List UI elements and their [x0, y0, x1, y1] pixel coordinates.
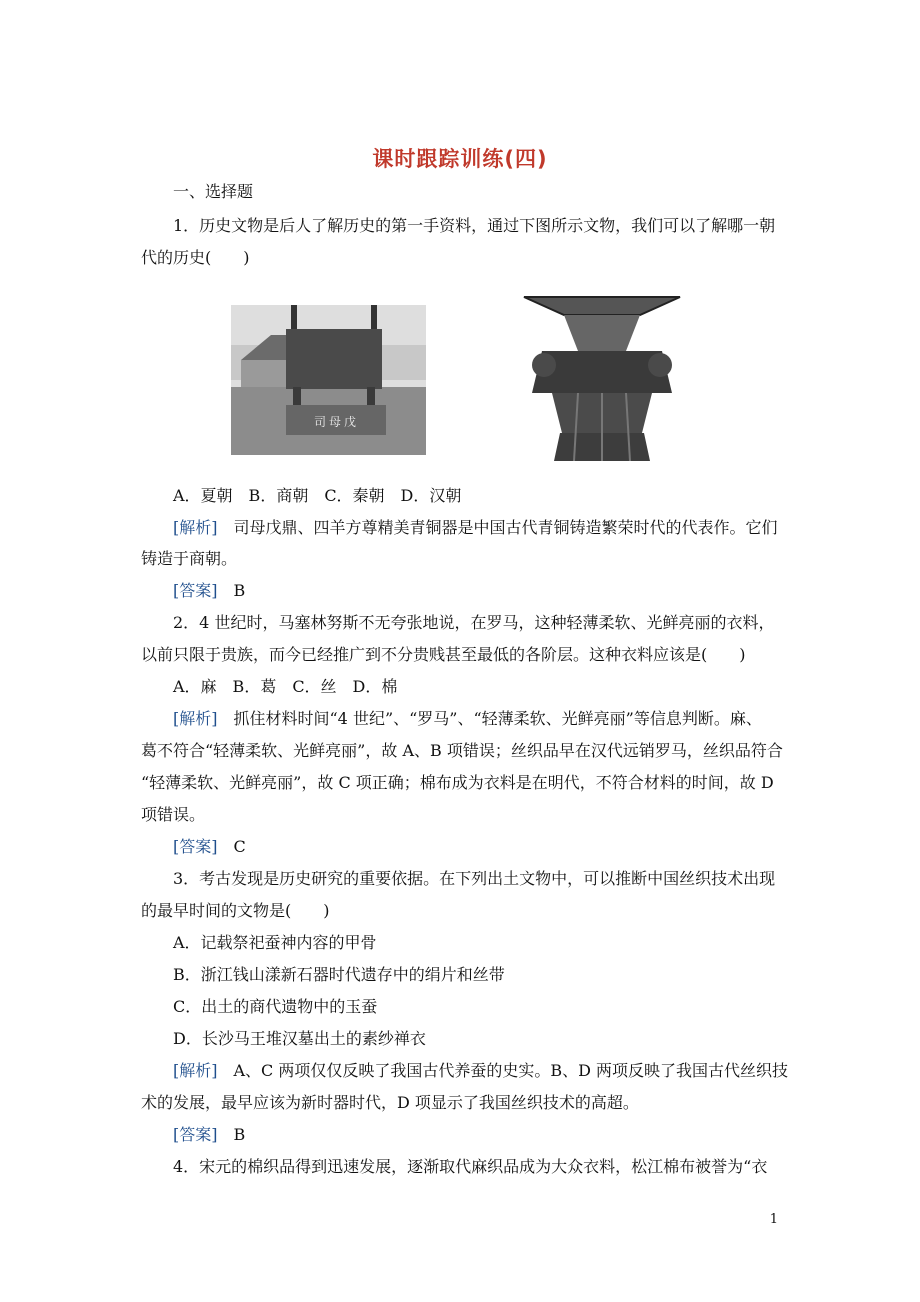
q2-answer: [答案] C [173, 837, 246, 856]
q2-analysis-line2: 葛不符合“轻薄柔软、光鲜亮丽”，故 A、B 项错误；丝织品早在汉代远销罗马，丝织品符合 [141, 741, 783, 760]
q3-option-a: A．记载祭祀蚕神内容的甲骨 [173, 933, 377, 952]
answer-tag: [答案] [173, 1125, 218, 1144]
page-number: 1 [769, 1212, 778, 1227]
analysis-tag: [解析] [173, 709, 218, 728]
q3-option-d: D．长沙马王堆汉墓出土的素纱禅衣 [173, 1029, 426, 1048]
q3-stem-line1: 3．考古发现是历史研究的重要依据。在下列出土文物中，可以推断中国丝织技术出现 [173, 869, 776, 888]
q3-answer: [答案] B [173, 1125, 246, 1144]
q3-option-b: B．浙江钱山漾新石器时代遗存中的绢片和丝带 [173, 965, 505, 984]
q1-analysis-line1: [解析] 司母戊鼎、四羊方尊精美青铜器是中国古代青铜铸造繁荣时代的代表作。它们 [173, 518, 778, 537]
q2-analysis-line4: 项错误。 [141, 805, 206, 824]
four-ram-zun-photo [522, 293, 682, 465]
q2-analysis-line1: [解析] 抓住材料时间“4 世纪”、“罗马”、“轻薄柔软、光鲜亮丽”等信息判断。麻、 [173, 709, 762, 728]
analysis-tag: [解析] [173, 1061, 218, 1080]
q2-stem-line1: 2．4 世纪时，马塞林努斯不无夸张地说，在罗马，这种轻薄柔软、光鲜亮丽的衣料， [173, 613, 775, 632]
bronze-ding-photo [231, 305, 426, 455]
q2-stem-line2: 以前只限于贵族，而今已经推广到不分贵贱甚至最低的各阶层。这种衣料应该是( ) [141, 645, 746, 664]
q1-stem-line2: 代的历史( ) [141, 248, 250, 267]
q1-stem-line1: 1．历史文物是后人了解历史的第一手资料，通过下图所示文物，我们可以了解哪一朝 [173, 216, 776, 235]
q1-answer: [答案] B [173, 581, 246, 600]
q3-analysis-line2: 术的发展，最早应该为新时器时代，D 项显示了我国丝织技术的高超。 [141, 1093, 639, 1112]
q2-analysis-line3: “轻薄柔软、光鲜亮丽”，故 C 项正确；棉布成为衣料是在明代，不符合材料的时间，故 D [141, 773, 774, 792]
q4-stem-line1: 4．宋元的棉织品得到迅速发展，逐渐取代麻织品成为大众衣料，松江棉布被誉为“衣 [173, 1157, 768, 1176]
analysis-tag: [解析] [173, 518, 218, 537]
q2-options: A．麻 B．葛 C．丝 D．棉 [173, 677, 398, 696]
q3-analysis-line1: [解析] A、C 两项仅仅反映了我国古代养蚕的史实。B、D 两项反映了我国古代丝织技 [173, 1061, 789, 1080]
page-title: 课时跟踪训练(四) [372, 147, 548, 171]
q3-stem-line2: 的最早时间的文物是( ) [141, 901, 330, 920]
q3-option-c: C．出土的商代遗物中的玉蚕 [173, 997, 378, 1016]
pedestal-inscription: 司母戊 [314, 415, 360, 429]
section-heading: 一、选择题 [173, 182, 254, 201]
q1-options: A．夏朝 B．商朝 C．秦朝 D．汉朝 [173, 486, 462, 505]
answer-tag: [答案] [173, 581, 218, 600]
answer-tag: [答案] [173, 837, 218, 856]
q1-analysis-line2: 铸造于商朝。 [141, 549, 238, 568]
